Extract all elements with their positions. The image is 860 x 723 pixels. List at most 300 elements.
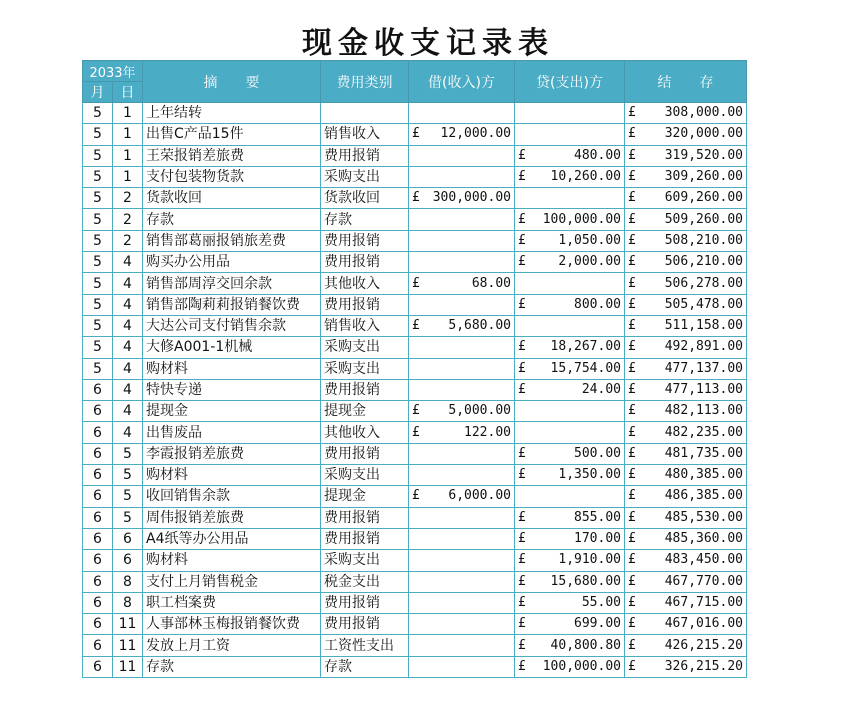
credit-cell <box>515 188 625 209</box>
credit-amount: 100,000.00 <box>542 658 621 674</box>
credit-amount: 2,000.00 <box>558 254 621 270</box>
balance-amount: 467,770.00 <box>664 573 743 589</box>
currency-symbol: £ <box>412 488 420 504</box>
summary-cell: 上年结转 <box>143 103 321 124</box>
month-cell: 5 <box>83 294 113 315</box>
currency-symbol: £ <box>628 488 636 504</box>
currency-symbol: £ <box>628 424 636 440</box>
debit-cell <box>409 273 515 294</box>
debit-cell <box>409 507 515 528</box>
month-cell: 6 <box>83 656 113 677</box>
balance-amount: 482,235.00 <box>664 424 743 440</box>
day-cell: 6 <box>113 528 143 549</box>
summary-cell: 存款 <box>143 209 321 230</box>
currency-symbol: £ <box>412 403 420 419</box>
table-row <box>83 550 747 571</box>
month-cell: 5 <box>83 188 113 209</box>
debit-cell <box>409 592 515 613</box>
currency-symbol: £ <box>518 658 526 674</box>
summary-cell: 发放上月工资 <box>143 635 321 656</box>
category-cell: 费用报销 <box>321 294 409 315</box>
category-cell: 其他收入 <box>321 273 409 294</box>
table-row <box>83 656 747 677</box>
currency-symbol: £ <box>628 105 636 121</box>
currency-symbol: £ <box>412 318 420 334</box>
credit-cell <box>515 230 625 251</box>
category-cell: 提现金 <box>321 401 409 422</box>
summary-cell: 提现金 <box>143 401 321 422</box>
day-cell: 1 <box>113 103 143 124</box>
credit-cell <box>515 443 625 464</box>
balance-amount: 506,278.00 <box>664 275 743 291</box>
balance-cell <box>625 230 747 251</box>
credit-header: 贷(支出)方 <box>515 61 625 103</box>
balance-cell <box>625 486 747 507</box>
debit-amount: 122.00 <box>464 424 511 440</box>
currency-symbol: £ <box>518 211 526 227</box>
day-cell: 11 <box>113 614 143 635</box>
summary-cell: 职工档案费 <box>143 592 321 613</box>
credit-cell <box>515 252 625 273</box>
debit-cell <box>409 443 515 464</box>
day-cell: 5 <box>113 443 143 464</box>
credit-cell <box>515 337 625 358</box>
day-cell: 4 <box>113 379 143 400</box>
table-row <box>83 166 747 187</box>
credit-cell <box>515 422 625 443</box>
summary-cell: 货款收回 <box>143 188 321 209</box>
debit-amount: 5,680.00 <box>448 318 511 334</box>
category-cell: 采购支出 <box>321 358 409 379</box>
debit-cell <box>409 486 515 507</box>
balance-amount: 509,260.00 <box>664 211 743 227</box>
balance-amount: 326,215.20 <box>664 658 743 674</box>
credit-cell <box>515 656 625 677</box>
credit-amount: 100,000.00 <box>542 211 621 227</box>
credit-amount: 800.00 <box>574 296 621 312</box>
table-row <box>83 315 747 336</box>
balance-amount: 426,215.20 <box>664 637 743 653</box>
credit-cell <box>515 635 625 656</box>
balance-amount: 508,210.00 <box>664 232 743 248</box>
debit-cell <box>409 337 515 358</box>
month-cell: 6 <box>83 550 113 571</box>
month-cell: 5 <box>83 230 113 251</box>
category-cell: 采购支出 <box>321 337 409 358</box>
currency-symbol: £ <box>628 552 636 568</box>
debit-cell <box>409 188 515 209</box>
month-cell: 5 <box>83 166 113 187</box>
balance-cell <box>625 188 747 209</box>
month-cell: 6 <box>83 592 113 613</box>
category-cell: 工资性支出 <box>321 635 409 656</box>
month-cell: 6 <box>83 422 113 443</box>
currency-symbol: £ <box>628 190 636 206</box>
table-row <box>83 358 747 379</box>
debit-cell <box>409 571 515 592</box>
credit-amount: 55.00 <box>581 594 621 610</box>
credit-amount: 1,350.00 <box>558 467 621 483</box>
category-cell: 费用报销 <box>321 230 409 251</box>
balance-cell <box>625 443 747 464</box>
table-row <box>83 614 747 635</box>
currency-symbol: £ <box>412 424 420 440</box>
summary-cell: 购材料 <box>143 358 321 379</box>
debit-cell <box>409 379 515 400</box>
table-row <box>83 124 747 145</box>
month-cell: 6 <box>83 507 113 528</box>
credit-cell <box>515 209 625 230</box>
credit-amount: 1,910.00 <box>558 552 621 568</box>
currency-symbol: £ <box>518 360 526 376</box>
category-cell: 采购支出 <box>321 166 409 187</box>
balance-cell <box>625 166 747 187</box>
currency-symbol: £ <box>518 254 526 270</box>
summary-cell: 收回销售余款 <box>143 486 321 507</box>
day-cell: 4 <box>113 422 143 443</box>
category-cell: 税金支出 <box>321 571 409 592</box>
currency-symbol: £ <box>628 232 636 248</box>
balance-amount: 505,478.00 <box>664 296 743 312</box>
currency-symbol: £ <box>518 169 526 185</box>
balance-cell <box>625 379 747 400</box>
debit-cell <box>409 528 515 549</box>
balance-amount: 477,113.00 <box>664 382 743 397</box>
currency-symbol: £ <box>518 573 526 589</box>
balance-amount: 485,360.00 <box>664 531 743 547</box>
balance-amount: 609,260.00 <box>664 190 743 206</box>
currency-symbol: £ <box>628 318 636 334</box>
ledger-body <box>83 103 747 678</box>
balance-amount: 481,735.00 <box>664 445 743 461</box>
day-cell: 8 <box>113 571 143 592</box>
day-cell: 4 <box>113 252 143 273</box>
debit-amount: 68.00 <box>471 275 511 291</box>
category-cell <box>321 103 409 124</box>
debit-amount: 6,000.00 <box>448 488 511 504</box>
page-title: 现金收支记录表 <box>302 26 554 61</box>
summary-cell: 人事部林玉梅报销餐饮费 <box>143 614 321 635</box>
balance-amount: 319,520.00 <box>664 147 743 163</box>
day-cell: 5 <box>113 486 143 507</box>
balance-amount: 480,385.00 <box>664 467 743 483</box>
table-row <box>83 103 747 124</box>
summary-cell: 支付上月销售税金 <box>143 571 321 592</box>
month-cell: 5 <box>83 337 113 358</box>
month-cell: 5 <box>83 145 113 166</box>
table-row <box>83 230 747 251</box>
credit-cell <box>515 507 625 528</box>
year-header: 2033年 <box>83 61 143 82</box>
category-cell: 费用报销 <box>321 379 409 400</box>
balance-amount: 485,530.00 <box>664 509 743 525</box>
credit-cell <box>515 358 625 379</box>
category-cell: 采购支出 <box>321 550 409 571</box>
balance-cell <box>625 273 747 294</box>
category-cell: 费用报销 <box>321 145 409 166</box>
summary-cell: 出售C产品15件 <box>143 124 321 145</box>
month-cell: 5 <box>83 273 113 294</box>
balance-cell <box>625 592 747 613</box>
month-cell: 6 <box>83 486 113 507</box>
table-row <box>83 145 747 166</box>
currency-symbol: £ <box>628 147 636 163</box>
summary-cell: 大修A001-1机械 <box>143 337 321 358</box>
currency-symbol: £ <box>628 616 636 632</box>
balance-cell <box>625 614 747 635</box>
category-cell: 存款 <box>321 209 409 230</box>
balance-cell <box>625 294 747 315</box>
day-cell: 1 <box>113 166 143 187</box>
month-cell: 5 <box>83 252 113 273</box>
day-header: 日 <box>113 82 143 103</box>
day-cell: 6 <box>113 550 143 571</box>
currency-symbol: £ <box>518 382 526 397</box>
category-cell: 提现金 <box>321 486 409 507</box>
currency-symbol: £ <box>518 552 526 568</box>
debit-cell <box>409 315 515 336</box>
credit-amount: 500.00 <box>574 445 621 461</box>
currency-symbol: £ <box>518 467 526 483</box>
balance-cell <box>625 337 747 358</box>
category-cell: 采购支出 <box>321 465 409 486</box>
table-row <box>83 507 747 528</box>
month-cell: 5 <box>83 124 113 145</box>
currency-symbol: £ <box>518 339 526 355</box>
category-cell: 销售收入 <box>321 124 409 145</box>
table-row <box>83 294 747 315</box>
balance-cell <box>625 358 747 379</box>
month-cell: 5 <box>83 315 113 336</box>
balance-amount: 477,137.00 <box>664 360 743 376</box>
credit-amount: 170.00 <box>574 531 621 547</box>
credit-cell <box>515 528 625 549</box>
balance-cell <box>625 145 747 166</box>
category-cell: 费用报销 <box>321 592 409 613</box>
currency-symbol: £ <box>628 169 636 185</box>
day-cell: 4 <box>113 315 143 336</box>
balance-amount: 467,715.00 <box>664 594 743 610</box>
table-row <box>83 571 747 592</box>
month-cell: 5 <box>83 103 113 124</box>
credit-cell <box>515 614 625 635</box>
credit-cell <box>515 273 625 294</box>
debit-cell <box>409 166 515 187</box>
day-cell: 4 <box>113 337 143 358</box>
day-cell: 8 <box>113 592 143 613</box>
table-row <box>83 401 747 422</box>
currency-symbol: £ <box>628 509 636 525</box>
credit-cell <box>515 166 625 187</box>
debit-cell <box>409 465 515 486</box>
currency-symbol: £ <box>518 296 526 312</box>
balance-amount: 482,113.00 <box>664 403 743 419</box>
credit-amount: 855.00 <box>574 509 621 525</box>
credit-cell <box>515 124 625 145</box>
credit-amount: 15,680.00 <box>550 573 621 589</box>
table-row <box>83 252 747 273</box>
currency-symbol: £ <box>628 360 636 376</box>
day-cell: 11 <box>113 635 143 656</box>
day-cell: 1 <box>113 124 143 145</box>
day-cell: 2 <box>113 209 143 230</box>
debit-cell <box>409 124 515 145</box>
currency-symbol: £ <box>628 211 636 227</box>
category-cell: 费用报销 <box>321 252 409 273</box>
summary-cell: 王荣报销差旅费 <box>143 145 321 166</box>
table-row <box>83 635 747 656</box>
day-cell: 5 <box>113 465 143 486</box>
currency-symbol: £ <box>628 467 636 483</box>
day-cell: 11 <box>113 656 143 677</box>
summary-cell: 销售部葛丽报销旅差费 <box>143 230 321 251</box>
month-cell: 6 <box>83 443 113 464</box>
month-cell: 6 <box>83 528 113 549</box>
balance-cell <box>625 315 747 336</box>
category-cell: 费用报销 <box>321 614 409 635</box>
month-cell: 6 <box>83 401 113 422</box>
currency-symbol: £ <box>518 445 526 461</box>
currency-symbol: £ <box>518 637 526 653</box>
category-cell: 其他收入 <box>321 422 409 443</box>
balance-cell <box>625 528 747 549</box>
category-cell: 存款 <box>321 656 409 677</box>
currency-symbol: £ <box>628 254 636 270</box>
currency-symbol: £ <box>628 637 636 653</box>
credit-cell <box>515 571 625 592</box>
balance-amount: 467,016.00 <box>664 616 743 632</box>
debit-cell <box>409 230 515 251</box>
table-row <box>83 465 747 486</box>
debit-cell <box>409 656 515 677</box>
table-row <box>83 528 747 549</box>
balance-cell <box>625 465 747 486</box>
balance-header: 结 存 <box>625 61 747 103</box>
balance-cell <box>625 550 747 571</box>
day-cell: 5 <box>113 507 143 528</box>
day-cell: 4 <box>113 294 143 315</box>
month-cell: 6 <box>83 379 113 400</box>
month-cell: 6 <box>83 571 113 592</box>
header-row-top <box>83 61 747 82</box>
credit-cell <box>515 401 625 422</box>
month-cell: 6 <box>83 635 113 656</box>
table-row <box>83 486 747 507</box>
currency-symbol: £ <box>628 403 636 419</box>
month-header: 月 <box>83 82 113 103</box>
day-cell: 1 <box>113 145 143 166</box>
balance-cell <box>625 422 747 443</box>
debit-cell <box>409 209 515 230</box>
debit-cell <box>409 422 515 443</box>
category-header: 费用类别 <box>321 61 409 103</box>
debit-cell <box>409 550 515 571</box>
credit-cell <box>515 550 625 571</box>
table-row <box>83 209 747 230</box>
credit-cell <box>515 486 625 507</box>
category-cell: 费用报销 <box>321 443 409 464</box>
day-cell: 4 <box>113 401 143 422</box>
currency-symbol: £ <box>628 658 636 674</box>
summary-cell: 周伟报销差旅费 <box>143 507 321 528</box>
credit-cell <box>515 103 625 124</box>
debit-cell <box>409 635 515 656</box>
summary-cell: 出售废品 <box>143 422 321 443</box>
balance-amount: 320,000.00 <box>664 126 743 142</box>
month-cell: 5 <box>83 358 113 379</box>
balance-cell <box>625 124 747 145</box>
currency-symbol: £ <box>628 445 636 461</box>
currency-symbol: £ <box>628 594 636 610</box>
summary-cell: 销售部陶莉莉报销餐饮费 <box>143 294 321 315</box>
currency-symbol: £ <box>518 232 526 248</box>
day-cell: 4 <box>113 358 143 379</box>
balance-amount: 511,158.00 <box>664 318 743 334</box>
table-row <box>83 422 747 443</box>
credit-amount: 18,267.00 <box>550 339 621 355</box>
category-cell: 费用报销 <box>321 507 409 528</box>
credit-cell <box>515 315 625 336</box>
table-row <box>83 188 747 209</box>
balance-amount: 486,385.00 <box>664 488 743 504</box>
balance-amount: 483,450.00 <box>664 552 743 568</box>
debit-header: 借(收入)方 <box>409 61 515 103</box>
currency-symbol: £ <box>628 573 636 589</box>
cash-ledger-table <box>82 60 747 678</box>
day-cell: 2 <box>113 230 143 251</box>
balance-cell <box>625 635 747 656</box>
credit-amount: 480.00 <box>574 147 621 163</box>
currency-symbol: £ <box>628 296 636 312</box>
credit-cell <box>515 592 625 613</box>
balance-cell <box>625 656 747 677</box>
debit-cell <box>409 614 515 635</box>
day-cell: 4 <box>113 273 143 294</box>
debit-cell <box>409 294 515 315</box>
summary-cell: 购买办公用品 <box>143 252 321 273</box>
currency-symbol: £ <box>412 126 420 142</box>
balance-cell <box>625 507 747 528</box>
credit-cell <box>515 294 625 315</box>
currency-symbol: £ <box>518 594 526 610</box>
table-row <box>83 443 747 464</box>
currency-symbol: £ <box>518 147 526 163</box>
credit-amount: 15,754.00 <box>550 360 621 376</box>
debit-cell <box>409 358 515 379</box>
balance-amount: 309,260.00 <box>664 169 743 185</box>
balance-cell <box>625 401 747 422</box>
balance-amount: 506,210.00 <box>664 254 743 270</box>
summary-cell: 销售部周淳交回余款 <box>143 273 321 294</box>
summary-header: 摘 要 <box>143 61 321 103</box>
currency-symbol: £ <box>518 616 526 632</box>
credit-amount: 1,050.00 <box>558 232 621 248</box>
balance-amount: 492,891.00 <box>664 339 743 355</box>
month-cell: 6 <box>83 465 113 486</box>
table-row <box>83 379 747 400</box>
currency-symbol: £ <box>412 275 420 291</box>
currency-symbol: £ <box>518 509 526 525</box>
summary-cell: 特快专递 <box>143 379 321 400</box>
currency-symbol: £ <box>412 190 420 206</box>
currency-symbol: £ <box>628 275 636 291</box>
credit-amount: 24.00 <box>581 382 621 397</box>
ledger-sheet <box>64 12 792 710</box>
summary-cell: A4纸等办公用品 <box>143 528 321 549</box>
balance-cell <box>625 252 747 273</box>
currency-symbol: £ <box>518 531 526 547</box>
currency-symbol: £ <box>628 531 636 547</box>
